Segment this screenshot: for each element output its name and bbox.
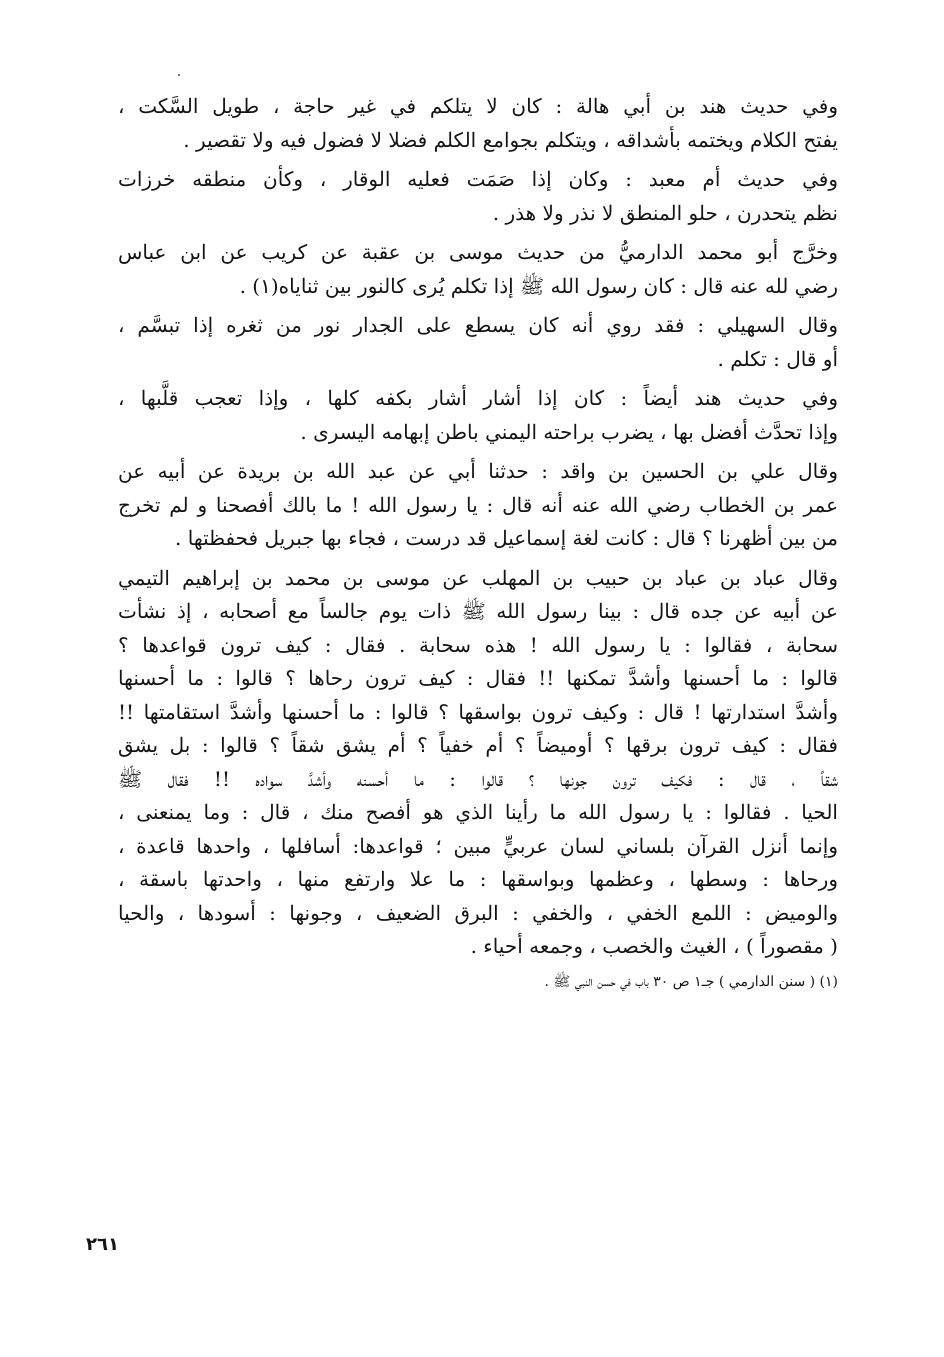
page-number: ٢٦١ <box>86 1234 119 1255</box>
paragraph-hind-speech <box>118 90 838 157</box>
text-line: ( مقصوراً ) ، الغيث والخصب ، وجمعه أحياء . <box>470 934 838 958</box>
text-line: أو قال : تكلم . <box>717 346 838 371</box>
text-line: عمر بن الخطاب رضي الله عنه أنه قال : يا رسول الله ! ما بالك أفصحنا و لم تخرج <box>118 492 839 517</box>
paragraph-ali-ibn-husayn <box>118 455 838 556</box>
text-line: وفي حديث هند أيضاً : كان إذا أشار أشار بكفه كلها ، وإذا تعجب قلَّبها ، <box>118 386 838 410</box>
text-line: رضي لله عنه قال : كان رسول الله ﷺ إذا تكلم يُرى كالنور بين ثناياه(١) . <box>239 273 838 298</box>
paragraph-darimi <box>118 236 838 303</box>
text-line: يفتح الكلام ويختمه بأشداقه ، ويتكلم بجوامع الكلم فضلا لا فضول فيه ولا تقصير . <box>183 127 838 152</box>
text-line: وخرَّج أبو محمد الدارميُّ من حديث موسى بن عقبة عن كريب عن ابن عباس <box>118 240 838 264</box>
paragraph-hind-gesture <box>118 382 838 449</box>
book-page-body <box>118 90 838 994</box>
text-line: الحيا . فقالوا : يا رسول الله ما رأينا الذي هو أفصح منك ، قال : وما يمنعنى ، <box>118 800 838 824</box>
text-line: نظم يتحدرن ، حلو المنطق لا نذر ولا هذر . <box>492 200 838 225</box>
text-line: وإذا تحدَّث أفضل بها ، يضرب براحته اليمني باطن إبهامه اليسرى . <box>300 419 838 444</box>
paragraph-umm-mabad <box>118 163 838 230</box>
text-line: وفي حديث أم معبد : وكان إذا صَمَت فعليه الوقار ، وكأن منطقه خرزات <box>118 167 838 191</box>
footnote: (١) ( سنن الدارمي ) جـ١ ص ٣٠ باب في حسن النبي ﷺ . <box>544 973 838 990</box>
text-line: فقال : كيف ترون برقها ؟ أوميضاً ؟ أم خفياً ؟ أم يشق شقاً ؟ قالوا : بل يشق <box>118 733 838 757</box>
text-line: سحابة ، فقالوا : يا رسول الله ! هذه سحابة . فقال : كيف ترون قواعدها ؟ <box>118 632 838 657</box>
text-line: قالوا : ما أحسنها وأشدَّ تمكنها !! فقال : كيف ترون رحاها ؟ قالوا : ما أحسنها <box>118 666 838 690</box>
text-line: شقاً ، قال : فكيف ترون جونها ؟ قالوا : ما أحسنه وأشدَّ سواده !! فقال ﷺ <box>118 766 838 791</box>
text-line: ورحاها : وسطها ، وعظمها وبواسقها : ما علا وارتفع منها ، واحدتها باسقة ، <box>118 867 838 891</box>
text-line: وقال علي بن الحسين بن واقد : حدثنا أبي عن عبد الله بن بريدة عن أبيه عن <box>118 459 838 483</box>
text-line: من بين أظهرنا ؟ قال : كانت لغة إسماعيل قد درست ، فجاء بها جبريل فحفظتها . <box>175 526 838 550</box>
text-line: وإنما أنزل القرآن بلساني لسان عربيٍّ مبين ؛ قواعدها: أسافلها ، واحدها قاعدة ، <box>118 833 838 858</box>
text-line: والوميض : اللمع الخفي ، والخفي : البرق الضعيف ، وجونها : أسودها ، والحيا <box>118 900 838 925</box>
text-line: وأشدَّ استدارتها ! قال : وكيف ترون بواسقها ؟ قالوا : ما أحسنها وأشدَّ استقامتها !! <box>118 699 838 724</box>
paragraph-suhayli <box>118 309 838 376</box>
scan-speck <box>178 74 180 76</box>
text-line: وفي حديث هند بن أبي هالة : كان لا يتلكم في غير حاجة ، طويل السَّكت ، <box>118 94 838 118</box>
text-line: وقال السهيلي : فقد روي أنه كان يسطع على الجدار نور من ثغره إذا تبسَّم ، <box>118 313 838 337</box>
text-line: عن أبيه عن جده قال : بينا رسول الله ﷺ ذات يوم جالساً مع أصحابه ، إذ نشأت <box>118 599 838 623</box>
text-line: وقال عباد بن عباد بن حبيب بن المهلب عن موسى بن محمد بن إبراهيم التيمي <box>118 565 838 590</box>
paragraph-abbad-cloud <box>118 562 838 964</box>
